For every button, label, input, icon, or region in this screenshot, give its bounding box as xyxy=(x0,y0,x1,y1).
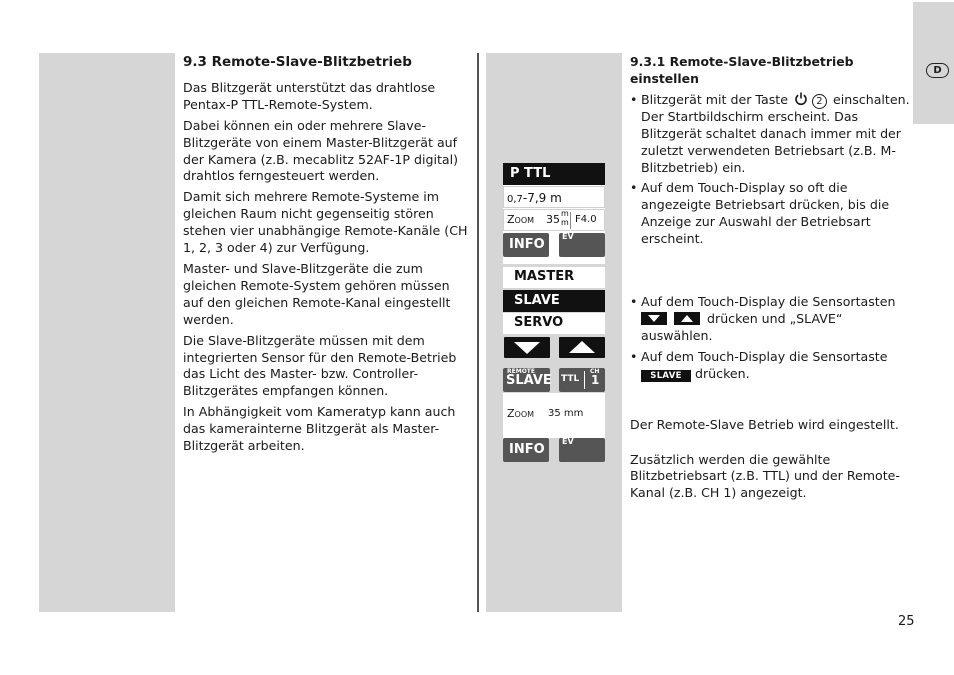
right-text-column xyxy=(630,54,912,506)
range-value: -7,9 m xyxy=(522,191,562,205)
paragraph: Das Blitzgerät unterstützt das drahtlose Pentax-P TTL-Remote-System. xyxy=(183,79,436,112)
remote-slave-button[interactable] xyxy=(503,368,550,392)
info-button[interactable] xyxy=(503,438,549,462)
ch-value: 1 xyxy=(591,373,600,387)
range-row xyxy=(503,186,605,208)
arrow-up-icon xyxy=(559,337,605,358)
scroll-up-button[interactable] xyxy=(559,337,605,358)
instruction-text: Auf dem Touch-Display die Sensortasten xyxy=(641,294,896,310)
ttl-label: TTL xyxy=(561,374,580,384)
paragraph: In Abhängigkeit vom Kameratyp kann auch das kamerainterne Blitzgerät als Master-Blitzgerät arbeiten. xyxy=(183,404,456,454)
aperture-value: F4.0 xyxy=(575,214,597,225)
zoom-row-slave xyxy=(503,393,605,438)
ttl-channel-button[interactable] xyxy=(559,368,605,392)
slave-key-badge: SLAVE xyxy=(641,370,691,382)
instruction-item xyxy=(630,349,912,383)
left-text-column xyxy=(183,54,471,459)
instruction-text: drücken. xyxy=(695,365,750,381)
zoom-unit-bottom: m xyxy=(561,218,569,227)
page-number: 25 xyxy=(898,614,915,629)
instruction-text: Auf dem Touch-Display so oft die angezeigte Betriebsart drücken, bis die Anzeige zur Auswahl der Betriebsart erscheint. xyxy=(641,180,890,247)
scroll-down-button[interactable] xyxy=(504,337,550,358)
paragraph: Master- und Slave-Blitzgeräte die zum gleichen Remote-System gehören müssen auf den gleichen Remote-Kanal eingestellt werden. xyxy=(183,260,451,327)
slave-label: SLAVE xyxy=(506,373,552,388)
instruction-text: einschalten. Der Startbildschirm erscheint. Das Blitzgerät schaltet danach immer mit der zuletzt verwendeten Betriebsart (z.B. M-Blitzbetrieb) ein. xyxy=(641,91,910,175)
menu-item-servo[interactable] xyxy=(503,313,605,334)
ev-button[interactable] xyxy=(559,233,605,257)
menu-item-master[interactable] xyxy=(503,267,605,288)
info-button[interactable] xyxy=(503,233,549,257)
subsection-heading: 9.3.1 Remote-Slave-Blitzbetrieb einstellen xyxy=(630,54,854,86)
column-divider xyxy=(477,53,479,612)
info-label: INFO xyxy=(509,442,545,457)
zoom-value: 35 mm xyxy=(548,408,584,419)
mode-bar[interactable] xyxy=(503,163,605,185)
mode-label: P TTL xyxy=(510,166,551,181)
result-text: Der Remote-Slave Betrieb wird eingestellt. xyxy=(630,416,899,432)
spacer xyxy=(630,438,912,452)
left-margin-block xyxy=(39,53,175,612)
power-icon xyxy=(794,92,808,106)
spacer xyxy=(630,252,912,294)
zoom-row xyxy=(503,209,605,231)
ch-small-label: CH xyxy=(590,368,600,375)
zoom-label: Zoom xyxy=(507,213,535,226)
result-text: Zusätzlich werden die gewählte Blitzbetriebsart (z.B. TTL) und der Remote-Kanal (z.B. CH 1) angezeigt. xyxy=(630,451,900,501)
instruction-item xyxy=(630,180,912,248)
ev-label: EV xyxy=(562,437,574,446)
arrow-down-key-icon xyxy=(641,312,667,325)
language-tab-badge: D xyxy=(926,63,949,78)
paragraph: Dabei können ein oder mehrere Slave-Blitzgeräte von einem Master-Blitzgerät auf der Kamera (z.B. mecablitz 52AF-1P digital) drahtlos ferngesteuert werden. xyxy=(183,117,459,184)
menu-item-label: SLAVE xyxy=(514,293,560,308)
menu-item-slave[interactable] xyxy=(503,290,605,312)
callout-number: 2 xyxy=(812,94,827,109)
menu-item-label: SERVO xyxy=(514,315,564,330)
zoom-unit-top: m xyxy=(561,209,569,218)
remote-small-label: REMOTE xyxy=(507,368,535,375)
instruction-item xyxy=(630,294,912,345)
section-heading: 9.3 Remote-Slave-Blitzbetrieb xyxy=(183,54,412,70)
zoom-value: 35 xyxy=(546,213,560,226)
paragraph: Damit sich mehrere Remote-Systeme im gleichen Raum nicht gegenseitig stören stehen vier unabhängige Remote-Kanäle (CH 1, 2, 3 oder 4) zur Verfügung. xyxy=(183,189,468,256)
ev-button[interactable] xyxy=(559,438,605,462)
instruction-item xyxy=(630,92,912,177)
instruction-text: drücken und „SLAVE“ auswählen. xyxy=(641,310,843,343)
menu-item-label: MASTER xyxy=(514,269,575,284)
zoom-separator xyxy=(570,212,571,229)
info-label: INFO xyxy=(509,237,545,252)
arrow-down-icon xyxy=(504,337,550,358)
ttl-ch-separator xyxy=(584,371,585,389)
paragraph: Die Slave-Blitzgeräte müssen mit dem integrierten Sensor für den Remote-Betrieb das Licht des Master- bzw. Controller-Blitzgerätes empfangen können. xyxy=(183,332,457,399)
ev-label: EV xyxy=(562,232,574,241)
instruction-text: Auf dem Touch-Display die Sensortaste xyxy=(641,348,888,364)
instruction-text: Blitzgerät mit der Taste xyxy=(641,91,788,107)
arrow-up-key-icon xyxy=(674,312,700,325)
zoom-label: Zoom xyxy=(507,407,535,420)
range-prefix: 0,7 xyxy=(507,194,523,205)
spacer xyxy=(630,387,912,417)
